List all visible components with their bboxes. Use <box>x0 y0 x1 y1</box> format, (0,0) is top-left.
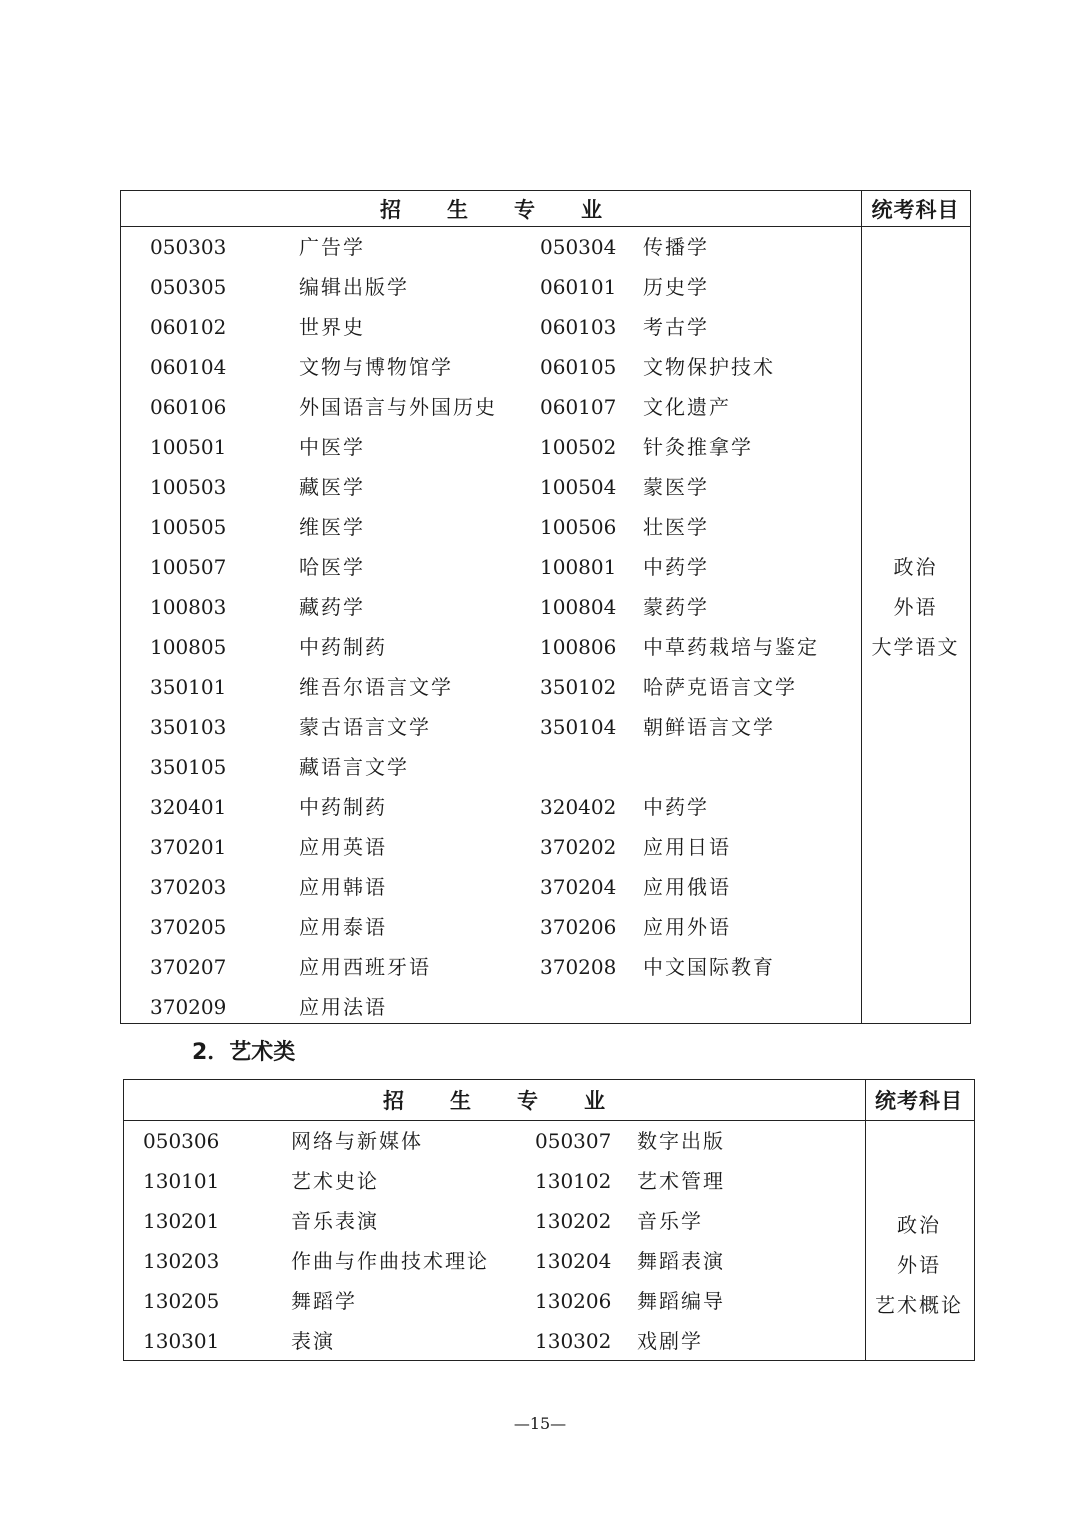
table-row <box>121 227 861 267</box>
major-name: 音乐表演 <box>291 1209 379 1233</box>
major-code: 370206 <box>540 915 617 939</box>
table-row <box>121 987 861 1027</box>
major-name: 中药学 <box>643 795 709 819</box>
major-name: 外国语言与外国历史 <box>299 395 497 419</box>
major-name: 历史学 <box>643 275 709 299</box>
major-code: 350101 <box>150 675 227 699</box>
major-name: 世界史 <box>299 315 365 339</box>
major-name: 文物保护技术 <box>643 355 775 379</box>
major-name: 藏医学 <box>299 475 365 499</box>
header-majors: 招生专业 <box>380 197 648 222</box>
major-code: 370208 <box>540 955 617 979</box>
major-code: 060103 <box>540 315 617 339</box>
major-code: 100806 <box>540 635 617 659</box>
major-code: 100504 <box>540 475 617 499</box>
major-name: 作曲与作曲技术理论 <box>291 1249 489 1273</box>
major-name: 蒙古语言文学 <box>299 715 431 739</box>
subject-art-theory: 艺术概论 <box>875 1293 963 1317</box>
major-name: 应用俄语 <box>643 875 731 899</box>
page-number: —15— <box>513 1414 567 1433</box>
major-code: 100503 <box>150 475 227 499</box>
major-code: 130205 <box>143 1289 220 1313</box>
major-code: 350103 <box>150 715 227 739</box>
major-code: 370202 <box>540 835 617 859</box>
major-name: 考古学 <box>643 315 709 339</box>
table-row <box>121 787 861 827</box>
major-code: 100803 <box>150 595 227 619</box>
table-row <box>121 907 861 947</box>
major-code: 100502 <box>540 435 617 459</box>
majors-table-1 <box>120 190 971 1024</box>
major-name: 音乐学 <box>637 1209 703 1233</box>
major-name: 编辑出版学 <box>299 275 409 299</box>
major-code: 060101 <box>540 275 617 299</box>
major-name: 中药学 <box>643 555 709 579</box>
major-name: 传播学 <box>643 235 709 259</box>
major-name: 哈医学 <box>299 555 365 579</box>
major-name: 中文国际教育 <box>643 955 775 979</box>
major-name: 数字出版 <box>637 1129 725 1153</box>
table-body <box>121 227 861 1027</box>
table-row <box>121 827 861 867</box>
major-name: 中药制药 <box>299 795 387 819</box>
table-row <box>124 1201 864 1241</box>
table-row <box>121 387 861 427</box>
major-name: 网络与新媒体 <box>291 1129 423 1153</box>
major-code: 100501 <box>150 435 227 459</box>
table-body <box>124 1121 864 1361</box>
table-header <box>124 1080 974 1121</box>
major-name: 艺术史论 <box>291 1169 379 1193</box>
major-code: 050307 <box>535 1129 612 1153</box>
major-code: 370201 <box>150 835 227 859</box>
major-name: 舞蹈表演 <box>637 1249 725 1273</box>
major-name: 藏药学 <box>299 595 365 619</box>
table-row <box>121 587 861 627</box>
major-name: 舞蹈学 <box>291 1289 357 1313</box>
major-name: 文化遗产 <box>643 395 731 419</box>
major-code: 050303 <box>150 235 227 259</box>
major-code: 060105 <box>540 355 617 379</box>
major-code: 130301 <box>143 1329 220 1353</box>
table-row <box>121 267 861 307</box>
major-name: 应用外语 <box>643 915 731 939</box>
table-row <box>121 747 861 787</box>
major-name: 朝鲜语言文学 <box>643 715 775 739</box>
major-code: 130201 <box>143 1209 220 1233</box>
table-row <box>124 1281 864 1321</box>
table-row <box>124 1321 864 1361</box>
major-name: 应用西班牙语 <box>299 955 431 979</box>
major-name: 壮医学 <box>643 515 709 539</box>
major-code: 130202 <box>535 1209 612 1233</box>
major-name: 中医学 <box>299 435 365 459</box>
major-name: 文物与博物馆学 <box>299 355 453 379</box>
major-code: 320402 <box>540 795 617 819</box>
major-name: 维吾尔语言文学 <box>299 675 453 699</box>
major-code: 100505 <box>150 515 227 539</box>
table-row <box>124 1241 864 1281</box>
header-exam-subjects: 统考科目 <box>871 197 960 222</box>
major-name: 戏剧学 <box>637 1329 703 1353</box>
majors-table-2 <box>123 1079 975 1361</box>
major-name: 应用韩语 <box>299 875 387 899</box>
major-name: 中草药栽培与鉴定 <box>643 635 819 659</box>
major-code: 130102 <box>535 1169 612 1193</box>
major-name: 艺术管理 <box>637 1169 725 1193</box>
table-row <box>121 467 861 507</box>
major-code: 370203 <box>150 875 227 899</box>
table-row <box>121 707 861 747</box>
major-code: 370204 <box>540 875 617 899</box>
table-row <box>124 1161 864 1201</box>
major-name: 中药制药 <box>299 635 387 659</box>
major-name: 蒙医学 <box>643 475 709 499</box>
table-row <box>121 867 861 907</box>
major-code: 350105 <box>150 755 227 779</box>
major-code: 350102 <box>540 675 617 699</box>
table-row <box>124 1121 864 1161</box>
table-row <box>121 547 861 587</box>
major-name: 藏语言文学 <box>299 755 409 779</box>
table-row <box>121 507 861 547</box>
header-majors: 招生专业 <box>383 1089 651 1113</box>
major-code: 100805 <box>150 635 227 659</box>
subject-college-chinese: 大学语文 <box>871 635 960 659</box>
major-code: 350104 <box>540 715 617 739</box>
major-code: 060106 <box>150 395 227 419</box>
major-code: 050305 <box>150 275 227 299</box>
major-code: 130302 <box>535 1329 612 1353</box>
exam-subjects <box>864 1205 974 1325</box>
major-code: 370205 <box>150 915 227 939</box>
major-code: 320401 <box>150 795 227 819</box>
major-name: 哈萨克语言文学 <box>643 675 797 699</box>
subject-foreign-language: 外语 <box>897 1253 941 1277</box>
major-name: 舞蹈编导 <box>637 1289 725 1313</box>
major-code: 100507 <box>150 555 227 579</box>
major-code: 100506 <box>540 515 617 539</box>
major-name: 蒙药学 <box>643 595 709 619</box>
table-row <box>121 427 861 467</box>
table-row <box>121 947 861 987</box>
major-code: 130206 <box>535 1289 612 1313</box>
subject-politics: 政治 <box>897 1213 941 1237</box>
major-code: 060104 <box>150 355 227 379</box>
table-row <box>121 347 861 387</box>
table-row <box>121 627 861 667</box>
major-name: 表演 <box>291 1329 335 1353</box>
subject-politics: 政治 <box>893 555 938 579</box>
major-code: 130101 <box>143 1169 220 1193</box>
table-row <box>121 307 861 347</box>
major-code: 130203 <box>143 1249 220 1273</box>
major-name: 广告学 <box>299 235 365 259</box>
section-title-arts: 2．艺术类 <box>192 1040 296 1065</box>
major-name: 应用泰语 <box>299 915 387 939</box>
major-code: 100801 <box>540 555 617 579</box>
major-code: 370207 <box>150 955 227 979</box>
major-code: 060102 <box>150 315 227 339</box>
major-code: 130204 <box>535 1249 612 1273</box>
major-code: 060107 <box>540 395 617 419</box>
major-name: 应用法语 <box>299 995 387 1019</box>
table-header <box>121 191 970 227</box>
major-name: 针灸推拿学 <box>643 435 753 459</box>
major-name: 应用英语 <box>299 835 387 859</box>
major-code: 100804 <box>540 595 617 619</box>
major-code: 370209 <box>150 995 227 1019</box>
major-code: 050306 <box>143 1129 220 1153</box>
table-row <box>121 667 861 707</box>
major-name: 应用日语 <box>643 835 731 859</box>
major-name: 维医学 <box>299 515 365 539</box>
exam-subjects <box>861 547 970 667</box>
major-code: 050304 <box>540 235 617 259</box>
header-exam-subjects: 统考科目 <box>875 1089 963 1113</box>
subject-foreign-language: 外语 <box>893 595 938 619</box>
